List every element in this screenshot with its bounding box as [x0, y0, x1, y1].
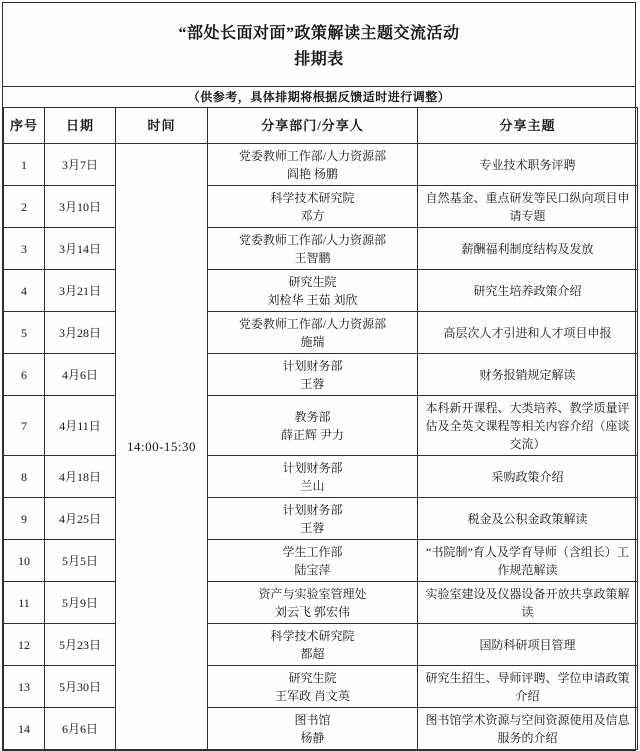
header-dept: 分享部门/分享人 — [208, 108, 418, 144]
cell-dept — [208, 540, 418, 582]
dept-name: 党委教师工作部/人力资源部 — [238, 232, 387, 247]
header-row — [4, 108, 638, 144]
cell-date: 4月6日 — [45, 354, 116, 396]
cell-seq: 10 — [4, 540, 45, 582]
cell-dept — [208, 624, 418, 666]
cell-dept — [208, 498, 418, 540]
table-row — [4, 708, 638, 750]
cell-time-merged: 14:00-15:30 — [116, 144, 208, 750]
cell-topic: 财务报销规定解读 — [418, 354, 638, 396]
presenter-names: 都超 — [300, 646, 325, 661]
cell-topic: 研究生招生、导师评聘、学位申请政策介绍 — [418, 666, 638, 708]
presenter-names: 王智鹏 — [294, 250, 331, 265]
cell-date: 5月23日 — [45, 624, 116, 666]
table-row — [4, 144, 638, 186]
cell-seq: 7 — [4, 396, 45, 456]
cell-dept — [208, 396, 418, 456]
cell-seq: 12 — [4, 624, 45, 666]
dept-name: 科学技术研究院 — [270, 628, 355, 643]
schedule-document — [2, 2, 636, 751]
cell-dept — [208, 228, 418, 270]
table-row — [4, 582, 638, 624]
header-time: 时间 — [116, 108, 208, 144]
presenter-names: 薛正辉 尹力 — [280, 427, 344, 442]
cell-seq: 2 — [4, 186, 45, 228]
cell-date: 3月10日 — [45, 186, 116, 228]
cell-date: 5月5日 — [45, 540, 116, 582]
cell-date: 6月6日 — [45, 708, 116, 750]
cell-date: 3月28日 — [45, 312, 116, 354]
cell-seq: 8 — [4, 456, 45, 498]
cell-topic: 高层次人才引进和人才项目申报 — [418, 312, 638, 354]
dept-name: 计划财务部 — [282, 358, 343, 373]
dept-name: 研究生院 — [288, 670, 337, 685]
cell-seq: 6 — [4, 354, 45, 396]
cell-seq: 11 — [4, 582, 45, 624]
presenter-names: 陆宝萍 — [294, 562, 331, 577]
dept-name: 资产与实验室管理处 — [258, 586, 367, 601]
dept-name: 党委教师工作部/人力资源部 — [238, 316, 387, 331]
cell-date: 5月9日 — [45, 582, 116, 624]
cell-date: 4月18日 — [45, 456, 116, 498]
table-row — [4, 624, 638, 666]
cell-seq: 14 — [4, 708, 45, 750]
cell-dept — [208, 144, 418, 186]
cell-seq: 9 — [4, 498, 45, 540]
table-row — [4, 354, 638, 396]
presenter-names: 兰山 — [300, 478, 325, 493]
header-seq: 序号 — [4, 108, 45, 144]
cell-date: 4月25日 — [45, 498, 116, 540]
table-row — [4, 666, 638, 708]
cell-seq: 1 — [4, 144, 45, 186]
cell-topic: 采购政策介绍 — [418, 456, 638, 498]
cell-seq: 13 — [4, 666, 45, 708]
cell-topic: 薪酬福利制度结构及发放 — [418, 228, 638, 270]
cell-topic: 研究生培养政策介绍 — [418, 270, 638, 312]
cell-topic: 税金及公积金政策解读 — [418, 498, 638, 540]
dept-name: 党委教师工作部/人力资源部 — [238, 148, 387, 163]
dept-name: 研究生院 — [288, 274, 337, 289]
cell-date: 3月14日 — [45, 228, 116, 270]
cell-seq: 4 — [4, 270, 45, 312]
header-date: 日期 — [45, 108, 116, 144]
dept-name: 科学技术研究院 — [270, 190, 355, 205]
cell-topic: 图书馆学术资源与空间资源使用及信息服务的介绍 — [418, 708, 638, 750]
cell-topic: “书院制”育人及学育导师（含组长）工作规范解读 — [418, 540, 638, 582]
table-row — [4, 456, 638, 498]
document-title-line1: “部处长面对面”政策解读主题交流活动 — [178, 25, 460, 42]
cell-date: 3月21日 — [45, 270, 116, 312]
table-row — [4, 228, 638, 270]
table-row — [4, 540, 638, 582]
presenter-names: 王蓉 — [300, 520, 325, 535]
table-row — [4, 270, 638, 312]
presenter-names: 刘检华 王茹 刘欣 — [267, 292, 358, 307]
cell-dept — [208, 312, 418, 354]
cell-dept — [208, 708, 418, 750]
presenter-names: 施瑞 — [300, 334, 325, 349]
table-row — [4, 312, 638, 354]
dept-name: 计划财务部 — [282, 502, 343, 517]
cell-topic: 自然基金、重点研发等民口纵向项目申请专题 — [418, 186, 638, 228]
header-topic: 分享主题 — [418, 108, 638, 144]
cell-topic: 实验室建设及仪器设备开放共享政策解读 — [418, 582, 638, 624]
cell-topic: 本科新开课程、大类培养、教学质量评估及全英文课程等相关内容介绍（座谈交流） — [418, 396, 638, 456]
cell-date: 4月11日 — [45, 396, 116, 456]
document-header — [3, 3, 635, 86]
cell-dept — [208, 354, 418, 396]
cell-seq: 5 — [4, 312, 45, 354]
cell-dept — [208, 456, 418, 498]
table-row — [4, 186, 638, 228]
dept-name: 学生工作部 — [282, 544, 343, 559]
presenter-names: 邓方 — [300, 208, 325, 223]
cell-topic: 国防科研项目管理 — [418, 624, 638, 666]
schedule-table — [3, 107, 638, 750]
document-title-line2: 排期表 — [294, 51, 344, 68]
dept-name: 教务部 — [294, 409, 331, 424]
cell-date: 3月7日 — [45, 144, 116, 186]
dept-name: 计划财务部 — [282, 460, 343, 475]
dept-name: 图书馆 — [294, 712, 331, 727]
schedule-note: （供参考，具体排期将根据反馈适时进行调整） — [3, 86, 635, 107]
cell-dept — [208, 186, 418, 228]
cell-dept — [208, 270, 418, 312]
cell-seq: 3 — [4, 228, 45, 270]
presenter-names: 阎艳 杨鹏 — [286, 166, 338, 181]
presenter-names: 王军政 肖文英 — [274, 688, 350, 703]
presenter-names: 杨静 — [300, 730, 325, 745]
cell-dept — [208, 666, 418, 708]
presenter-names: 刘云飞 郭宏伟 — [274, 604, 350, 619]
table-row — [4, 396, 638, 456]
cell-date: 5月30日 — [45, 666, 116, 708]
presenter-names: 王蓉 — [300, 376, 325, 391]
table-row — [4, 498, 638, 540]
cell-topic: 专业技术职务评聘 — [418, 144, 638, 186]
cell-dept — [208, 582, 418, 624]
